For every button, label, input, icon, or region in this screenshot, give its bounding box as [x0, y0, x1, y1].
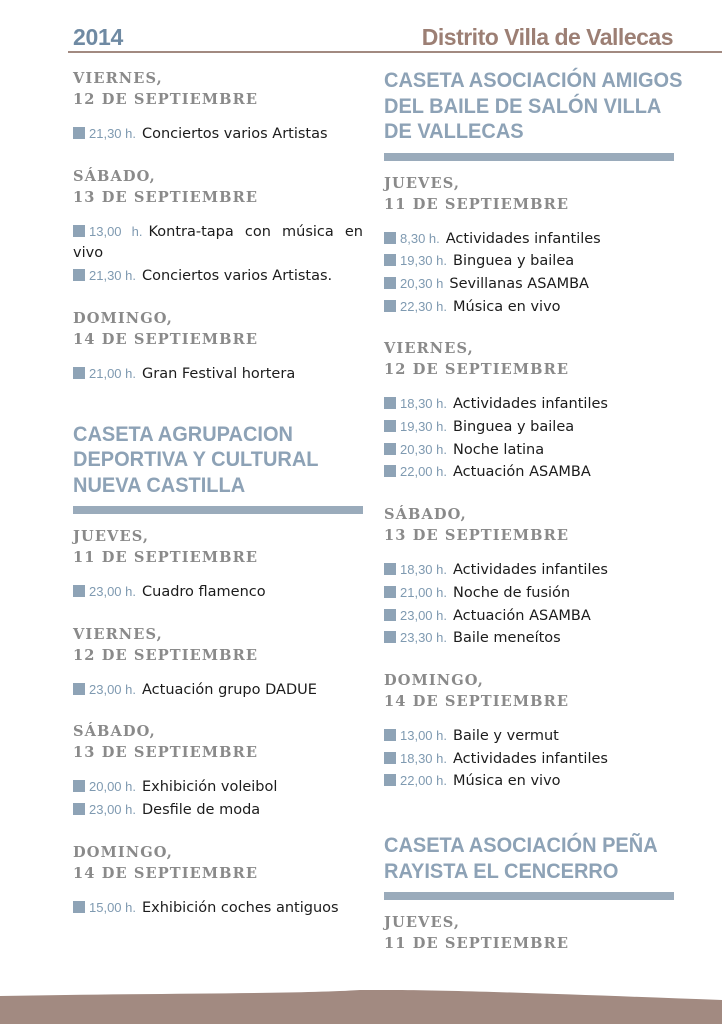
event-text: Desfile de moda [142, 802, 261, 819]
day-name: DOMINGO, [384, 671, 484, 689]
event-time: 22,30 h. [400, 298, 447, 314]
event-item [384, 725, 674, 748]
right-column [384, 68, 683, 954]
day-date: 14 DE SEPTIEMBRE [384, 692, 570, 710]
bullet-square-icon [73, 367, 85, 379]
day-heading [73, 624, 363, 666]
day-date: 14 DE SEPTIEMBRE [73, 864, 259, 882]
event-time: 20,30 h. [400, 441, 447, 457]
event-time: 20,00 h. [89, 779, 136, 795]
day-heading [384, 338, 674, 380]
event-item [384, 559, 674, 582]
footer-band [0, 990, 722, 1024]
bullet-square-icon [384, 465, 396, 477]
event-list [73, 581, 363, 604]
bullet-square-icon [73, 780, 85, 792]
day-date: 11 DE SEPTIEMBRE [384, 935, 570, 953]
event-text: Baile y vermut [453, 727, 559, 744]
event-text: Conciertos varios Artistas [142, 126, 328, 142]
bullet-square-icon [384, 774, 396, 786]
block-spacer [73, 146, 363, 166]
pena-rayista-section-title [384, 833, 658, 884]
day-name: JUEVES, [384, 914, 461, 932]
day-date: 12 DE SEPTIEMBRE [73, 646, 259, 664]
day-heading [73, 308, 363, 350]
event-text: Gran Festival hortera [142, 365, 296, 382]
bullet-square-icon [384, 300, 396, 312]
day-date: 12 DE SEPTIEMBRE [73, 91, 259, 108]
day-name: SÁBADO, [73, 167, 156, 185]
event-time: 19,30 h. [400, 253, 447, 269]
page-header [0, 0, 722, 60]
event-text: Baile meneítos [453, 630, 561, 647]
event-item [384, 627, 674, 650]
day-heading [73, 842, 363, 884]
section-divider-bar [384, 153, 674, 161]
day-heading [73, 166, 363, 208]
event-list [73, 363, 363, 386]
day-heading [73, 526, 363, 568]
event-list [73, 221, 363, 288]
block-spacer [384, 650, 674, 670]
event-text: Noche de fusión [453, 584, 571, 601]
event-item [384, 273, 674, 296]
section-title-line: CASETA ASOCIACIÓN PEÑA [384, 833, 658, 858]
event-text: Conciertos varios Artistas. [142, 268, 333, 285]
event-list [384, 228, 674, 319]
event-list [73, 897, 363, 920]
header-year: 2014 [73, 24, 123, 50]
event-item [384, 605, 674, 628]
event-time: 18,30 h. [400, 562, 447, 578]
event-item [73, 897, 363, 920]
section-title-line: RAYISTA EL CENCERRO [384, 858, 619, 883]
header-rule [68, 51, 722, 53]
bullet-square-icon [73, 269, 85, 281]
event-item [73, 799, 363, 822]
event-time: 23,00 h. [400, 607, 447, 623]
left-column [73, 68, 363, 920]
event-item [73, 776, 363, 799]
event-time: 13,00 h. [400, 727, 447, 743]
day-date: 11 DE SEPTIEMBRE [73, 549, 259, 567]
block-spacer [73, 288, 363, 308]
day-name: DOMINGO, [73, 843, 173, 861]
day-heading [384, 670, 674, 712]
event-item [73, 123, 363, 146]
event-text: Actividades infantiles [453, 750, 608, 767]
bullet-square-icon [384, 443, 396, 455]
block-spacer [73, 701, 363, 721]
event-text: Binguea y bailea [453, 253, 575, 270]
day-name: VIERNES, [73, 70, 163, 87]
event-item [73, 581, 363, 604]
event-text: Kontra-tapa con música en vivo [73, 223, 363, 262]
bullet-square-icon [384, 254, 396, 266]
event-time: 13,00 h. [89, 223, 143, 239]
event-time: 23,30 h. [400, 630, 447, 646]
event-item [384, 748, 674, 771]
event-time: 15,00 h. [89, 899, 136, 915]
event-text: Sevillanas ASAMBA [449, 275, 589, 292]
event-time: 21,30 h. [89, 126, 136, 141]
header-title: Distrito Villa de Vallecas [421, 24, 673, 50]
day-date: 13 DE SEPTIEMBRE [384, 527, 570, 545]
event-time: 23,00 h. [89, 584, 136, 600]
event-text: Actividades infantiles [453, 396, 608, 413]
bullet-square-icon [73, 803, 85, 815]
bullet-square-icon [384, 609, 396, 621]
event-time: 8,30 h. [400, 230, 440, 246]
bullet-square-icon [73, 683, 85, 695]
event-text: Actuación ASAMBA [453, 464, 591, 481]
block-spacer [384, 318, 674, 338]
event-time: 21,30 h. [89, 268, 136, 284]
bullet-square-icon [384, 586, 396, 598]
event-time: 21,00 h. [89, 365, 136, 381]
bullet-square-icon [384, 232, 396, 244]
bullet-square-icon [384, 752, 396, 764]
section-spacer [73, 386, 363, 422]
day-date: 13 DE SEPTIEMBRE [73, 744, 259, 762]
event-list [384, 725, 674, 793]
event-text: Actuación ASAMBA [453, 607, 591, 624]
bullet-square-icon [73, 225, 85, 237]
section-divider-bar [384, 892, 674, 900]
event-text: Actividades infantiles [453, 562, 608, 579]
bullet-square-icon [384, 729, 396, 741]
footer-wave [0, 990, 722, 1024]
event-list [73, 776, 363, 821]
bullet-square-icon [384, 563, 396, 575]
event-item [384, 582, 674, 605]
day-name: SÁBADO, [384, 506, 467, 524]
bullet-square-icon [384, 397, 396, 409]
day-name: VIERNES, [73, 625, 163, 643]
event-text: Noche latina [453, 441, 545, 458]
event-item [384, 461, 674, 484]
amigos-baile-section-title [384, 68, 683, 145]
day-heading [73, 68, 363, 110]
bullet-square-icon [384, 277, 396, 289]
event-time: 22,00 h. [400, 464, 447, 480]
event-time: 23,00 h. [89, 802, 136, 818]
day-heading [384, 504, 674, 546]
section-spacer [384, 793, 674, 833]
event-item [384, 228, 674, 251]
event-time: 22,00 h. [400, 773, 447, 789]
nueva-castilla-section-title [73, 422, 343, 499]
event-item [384, 770, 674, 793]
event-text: Actuación grupo DADUE [142, 681, 317, 698]
section-title-line: DEL BAILE DE SALÓN VILLA [384, 93, 662, 118]
section-title-line: CASETA AGRUPACION [73, 421, 293, 446]
event-item [384, 393, 674, 416]
block-spacer [73, 604, 363, 624]
event-time: 20,30 h [400, 275, 444, 291]
section-title-line: CASETA ASOCIACIÓN AMIGOS [384, 68, 683, 92]
section-divider-bar [73, 506, 363, 514]
event-item [384, 439, 674, 462]
block-spacer [73, 822, 363, 842]
event-item [384, 250, 674, 273]
day-heading [384, 912, 674, 954]
event-text: Actividades infantiles [445, 230, 601, 247]
day-date: 13 DE SEPTIEMBRE [73, 188, 259, 206]
day-date: 11 DE SEPTIEMBRE [384, 195, 570, 213]
bullet-square-icon [73, 585, 85, 597]
bullet-square-icon [73, 127, 85, 139]
event-item [73, 265, 363, 288]
section-title-line: DE VALLECAS [384, 119, 524, 143]
event-text: Exhibición voleibol [142, 779, 278, 796]
event-item [73, 679, 363, 702]
event-item [73, 363, 363, 386]
event-item [384, 296, 674, 319]
day-name: JUEVES, [384, 174, 461, 192]
bullet-square-icon [384, 631, 396, 643]
bullet-square-icon [73, 901, 85, 913]
event-time: 18,30 h. [400, 396, 447, 412]
event-time: 23,00 h. [89, 681, 136, 697]
day-date: 12 DE SEPTIEMBRE [384, 361, 570, 379]
event-time: 21,00 h. [400, 584, 447, 600]
day-name: SÁBADO, [73, 723, 156, 741]
day-name: VIERNES, [384, 340, 474, 358]
event-item [384, 416, 674, 439]
section-title-line: NUEVA CASTILLA [73, 472, 246, 497]
day-date: 14 DE SEPTIEMBRE [73, 330, 259, 348]
event-list [73, 679, 363, 702]
event-item [73, 221, 363, 265]
event-list [384, 559, 674, 650]
block-spacer [384, 484, 674, 504]
event-text: Binguea y bailea [453, 419, 575, 436]
day-heading [73, 721, 363, 763]
section-title-line: DEPORTIVA Y CULTURAL [73, 447, 319, 472]
event-list [73, 123, 363, 146]
event-time: 18,30 h. [400, 750, 447, 766]
event-time: 19,30 h. [400, 419, 447, 435]
bullet-square-icon [384, 420, 396, 432]
day-name: JUEVES, [73, 528, 150, 546]
event-text: Cuadro flamenco [142, 584, 266, 601]
event-text: Música en vivo [453, 298, 561, 315]
day-name: DOMINGO, [73, 309, 173, 327]
event-list [384, 393, 674, 484]
day-heading [384, 173, 674, 215]
event-text: Exhibición coches antiguos [142, 899, 339, 916]
event-text: Música en vivo [453, 773, 561, 790]
